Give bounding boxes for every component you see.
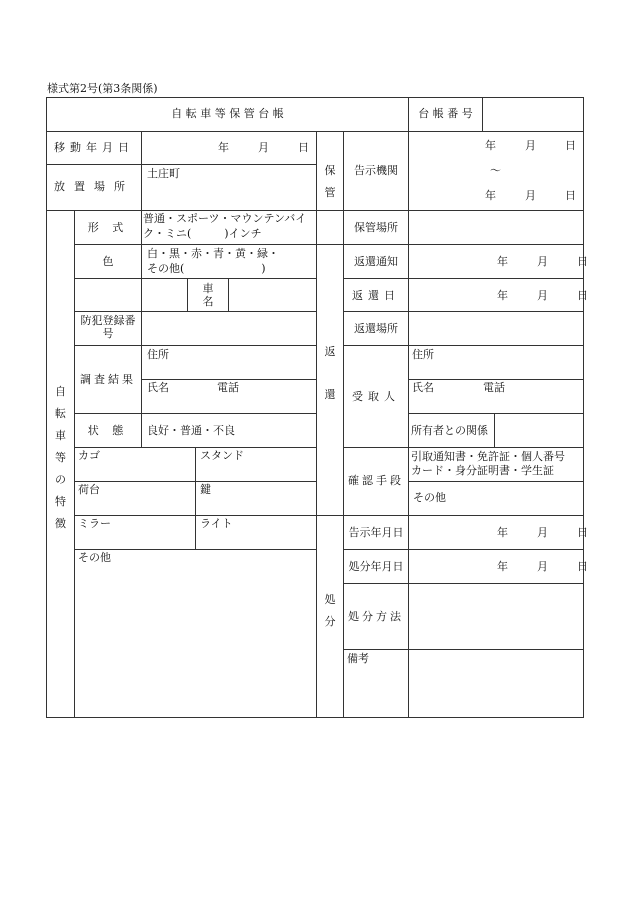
ledger-no-field[interactable] (483, 99, 583, 130)
notice-to-date[interactable]: 年 月 日 (485, 189, 585, 202)
confirm-value-line2[interactable]: カード・身分証明書・学生証 (411, 464, 554, 477)
receiver-phone-label: 電話 (483, 381, 505, 394)
survey-name-label: 氏名 (147, 381, 169, 394)
type-label: 形 式 (87, 221, 129, 234)
type-value-line1[interactable]: 普通・スポーツ・マウンテンバイ (143, 212, 307, 225)
shobun-vertical-label: 処 分 (324, 593, 336, 628)
return-notice-date[interactable]: 年 月 日 (497, 255, 597, 268)
color-label: 色 (102, 255, 114, 268)
notice-from-date[interactable]: 年 月 日 (485, 139, 585, 152)
move-date-value[interactable]: 年 月 日 (218, 141, 318, 154)
condition-value[interactable]: 良好・普通・不良 (147, 424, 235, 437)
abandon-place-value[interactable]: 土庄町 (147, 167, 180, 180)
notice-tilde: 〜 (490, 164, 501, 177)
confirm-method-label: 確認手段 (348, 474, 404, 487)
receiver-address-label: 住所 (412, 348, 434, 361)
survey-result-label: 調査結果 (80, 373, 136, 386)
notice-date-label: 告示年月日 (348, 526, 404, 539)
return-notice-label: 返還通知 (354, 255, 398, 268)
car-name-label: 車 名 (202, 282, 214, 308)
move-date-label: 移動年月日 (54, 141, 134, 154)
receiver-label: 受取人 (352, 390, 400, 403)
page-title: 自 転 車 等 保 管 台 帳 (171, 107, 284, 120)
form-label: 様式第2号(第3条関係) (47, 82, 158, 95)
confirm-value-line1[interactable]: 引取通知書・免許証・個人番号 (411, 450, 565, 463)
light-label: ライト (200, 517, 233, 530)
color-value-line1[interactable]: 白・黒・赤・青・黄・緑・ (147, 247, 279, 260)
return-date-value[interactable]: 年 月 日 (497, 289, 597, 302)
basket-label: カゴ (78, 449, 100, 462)
stand-label: スタンド (200, 449, 244, 462)
hokan-vertical-label: 保 管 (324, 164, 336, 199)
return-place-label: 返還場所 (354, 322, 398, 335)
notice-date-value[interactable]: 年 月 日 (497, 526, 597, 539)
remarks-label: 備考 (347, 652, 369, 665)
disposal-method-label: 処分方法 (348, 610, 404, 623)
carrier-label: 荷台 (78, 483, 100, 496)
owner-relation-label: 所有者との関係 (411, 424, 488, 437)
abandon-place-label: 放置場所 (54, 180, 134, 193)
condition-label: 状 態 (87, 424, 129, 437)
disposal-date-label: 処分年月日 (348, 560, 404, 573)
key-label: 鍵 (200, 483, 211, 496)
return-date-label: 返還日 (352, 289, 400, 302)
notice-org-label: 告示機関 (354, 164, 398, 177)
other-features-label: その他 (78, 551, 111, 564)
type-value-line2[interactable]: ク・ミニ( )インチ (143, 227, 262, 240)
confirm-other-label: その他 (413, 491, 446, 504)
color-value-line2[interactable]: その他( ) (147, 262, 266, 275)
receiver-name-label: 氏名 (412, 381, 434, 394)
features-vertical-label: 自 転 車 等 の 特 徴 (55, 385, 66, 530)
survey-address-label: 住所 (147, 348, 169, 361)
crime-reg-label: 防犯登録番 号 (80, 314, 136, 340)
ledger-no-label: 台 帳 番 号 (418, 107, 473, 120)
storage-place-label: 保管場所 (354, 221, 398, 234)
disposal-date-value[interactable]: 年 月 日 (497, 560, 597, 573)
mirror-label: ミラー (78, 517, 111, 530)
survey-phone-label: 電話 (217, 381, 239, 394)
henkan-vertical-label: 返 還 (324, 345, 336, 401)
